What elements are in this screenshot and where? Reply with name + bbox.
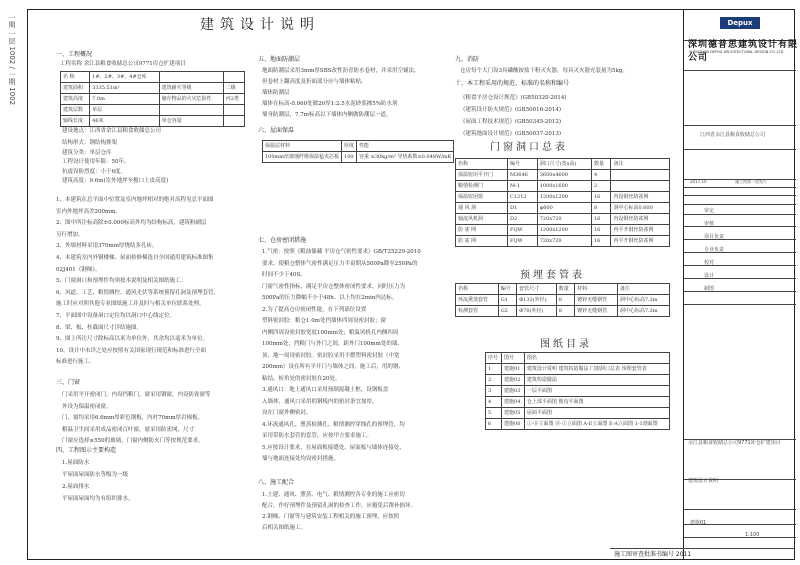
- table-cell: C1212: [508, 192, 538, 203]
- note-line: 配合，作好预埋件及预留孔洞的检查工作，应避免后凿补损坏。: [262, 503, 417, 509]
- table-row: [61, 94, 245, 105]
- note-line: 墙体在标高-0.060处做20厚1:2.5水泥砂浆掺5%防水剂: [262, 101, 398, 107]
- note-line: 室内外地坪高差200mm。: [56, 208, 121, 215]
- table-cell: [159, 72, 223, 83]
- drawing-list-caption: 图纸目录: [540, 339, 592, 350]
- table-cell: [159, 105, 223, 116]
- project-name: 工程名称 余江县粮食收储总公司9771库仓扩建项目: [60, 61, 186, 67]
- table-cell: 2: [486, 375, 502, 386]
- table-cell: D1: [508, 203, 538, 214]
- table-cell: 单层: [90, 105, 159, 116]
- table-row: [456, 236, 670, 247]
- table-cell: 4: [591, 170, 611, 181]
- table-cell: 720x720: [537, 214, 591, 225]
- table-cell: 16: [591, 225, 611, 236]
- note-line: 1.屋面防水: [62, 460, 90, 466]
- note-line: 10、设计中未详之处应按照有关国家现行规范和标准进行全面: [56, 347, 207, 354]
- table-cell: 图名: [524, 353, 669, 364]
- table-cell: 名称: [456, 159, 508, 170]
- table-cell: [223, 105, 244, 116]
- table-cell: 1#、2#、3#、4#仓库: [90, 72, 159, 83]
- note-line: 8、梁、板、柱截面尺寸详结施图。: [56, 324, 143, 331]
- table-cell: 数量: [591, 159, 611, 170]
- note-line: 1.气密：按照《粮油储藏 平房仓气密性要求》GB/T25229-2010: [262, 249, 421, 255]
- note-line: 地面防潮层采用3mm厚SBS改性沥青防水卷材，并采用空铺法，: [262, 68, 420, 74]
- note-line: 5、门窗洞口和预埋件均须按本说明及相关图纸施工。: [56, 278, 187, 285]
- table-cell: 厚度: [342, 141, 357, 152]
- code-line: 《建筑设计防火规范》(GB50016-2014): [460, 107, 562, 113]
- note-line: 2.屋面排水: [62, 484, 90, 490]
- note-line: 500Pa的压力降幅不小于48h。以上均在2min内达标。: [262, 295, 398, 301]
- table-cell: 材料: [575, 284, 618, 295]
- table-cell: 3600x4600: [537, 170, 591, 181]
- table-row: [486, 375, 670, 386]
- sleeve-table: [455, 283, 670, 317]
- table-cell: 5: [486, 408, 502, 419]
- table-cell: 图号: [502, 353, 525, 364]
- sec3-heading: 三、门窗: [56, 379, 81, 386]
- note-line: 3、外墙材料采用370mm厚烧结多孔砖。: [56, 243, 158, 250]
- table-cell: 建施02: [502, 375, 525, 386]
- table-cell: M-1: [508, 181, 538, 192]
- table-cell: 通 风 洞: [456, 203, 508, 214]
- table-cell: 3: [486, 386, 502, 397]
- note-line: 墙体防潮层: [262, 90, 290, 96]
- table-cell: 保温密闭平开门: [456, 170, 508, 181]
- table-row: [61, 116, 245, 127]
- detail-line: 结构形式：钢结构排架: [62, 140, 118, 146]
- note-line: 施工时应对照其他专业图纸施工并及时与相关单位联系处理。: [56, 301, 205, 308]
- table-cell: 100: [342, 152, 357, 163]
- table-header: [486, 353, 670, 364]
- table-cell: D2: [508, 214, 538, 225]
- firm-name-en: SHENZHEN DEPUX ARCHITECTURAL DESIGN CO.,LTD: [689, 50, 784, 54]
- note-line: 门采用平开密闭门，内设挡粮门，窗采用钢窗，内设防雀窗等: [62, 392, 211, 398]
- table-cell: 储存物品的火灾危险性: [159, 94, 223, 105]
- table-cell: 数量: [556, 284, 574, 295]
- note-line: 时间不少于40S。: [262, 272, 306, 278]
- table-cell: 洞中心标高7.2m: [617, 306, 669, 317]
- table-cell: [611, 181, 670, 192]
- table-cell: 建施06: [502, 419, 525, 430]
- table-cell: 内设钢丝防雀网: [611, 192, 670, 203]
- table-cell: 建施04: [502, 397, 525, 408]
- table-cell: 46米: [90, 116, 159, 127]
- table-cell: 名称: [456, 284, 499, 295]
- table-cell: 100mm厚玻璃纤维保温毡夹芯板: [263, 152, 342, 163]
- table-cell: 2: [591, 181, 611, 192]
- note-line: 门、窗均采用6.6mm厚彩色钢板，内衬70mm厚岩棉板。: [62, 415, 204, 421]
- table-cell: G2: [498, 306, 516, 317]
- table-cell: 套管尺寸: [517, 284, 557, 295]
- note-line: 200mm）设在所有平开门与墙体之间，施工后，用的钢、: [262, 364, 404, 370]
- approval-bar: 施工图审查批准书编号 2011: [610, 548, 795, 560]
- table-cell: 建筑面积: [61, 83, 90, 94]
- table-cell: 1: [486, 364, 502, 375]
- table-cell: 丙2类: [223, 94, 244, 105]
- table-cell: 仓上部平面图 檐沟平面图: [524, 397, 669, 408]
- sheet-name: 建筑设计说明: [688, 478, 719, 484]
- table-cell: 16: [591, 192, 611, 203]
- note-line: 3.通风口：地上通风口采用预制混凝土框，设钢板盖: [262, 387, 389, 393]
- sec10-heading: 十、本工程采用的规范、标准的名称和编号: [455, 80, 570, 87]
- sec1-heading: 一、工程概况: [56, 51, 93, 58]
- table-cell: Φ133(外径): [517, 295, 557, 306]
- table-cell: 备注: [611, 159, 670, 170]
- table-row: [486, 386, 670, 397]
- note-line: 平屋面屋面均为有组织排水。: [62, 496, 134, 502]
- role-label: 审定: [704, 208, 715, 214]
- table-row: [456, 170, 670, 181]
- table-cell: 建施05: [502, 408, 525, 419]
- note-line: 4、本建筑室内外钢楼梯、屋面检修梯选自全国通用建筑标准图集: [56, 255, 214, 261]
- note-line: 粮温卫生间采用成品密闭百叶窗，窗采用防雀网、尺寸: [62, 426, 195, 433]
- door-window-table: [455, 158, 670, 247]
- table-cell: 粮情检测门: [456, 181, 508, 192]
- note-line: 内侧四周设密封胶宽度100mm处；粮温风机孔内侧四周: [262, 329, 399, 336]
- sheet-title: 建筑设计说明: [200, 17, 320, 33]
- note-line: 标准进行施工。: [56, 359, 95, 366]
- note-line: 入墙体，通风口采用的钢板内的密封条宜加厚，: [262, 398, 378, 405]
- door-table-caption: 门窗洞口总表: [490, 142, 568, 153]
- table-header: [456, 159, 670, 170]
- table-cell: 建筑耐火等级: [159, 83, 223, 94]
- table-row: [456, 295, 670, 306]
- sec7-heading: 七、仓房密闭措施: [258, 237, 307, 244]
- table-row: [61, 72, 245, 83]
- table-cell: 保温层材料: [263, 141, 342, 152]
- sec4-heading: 四、工程图示主要构造: [56, 447, 117, 454]
- table-cell: 性能: [357, 141, 454, 152]
- table-cell: 轴流风机洞: [456, 214, 508, 225]
- note-line: 平屋面屋面防水等级为一级: [62, 472, 129, 478]
- table-header: [456, 284, 670, 295]
- site-text: 建设地点：江西省余江县粮食收储总公司: [62, 128, 162, 134]
- table-cell: 1200x1200: [537, 192, 591, 203]
- table-cell: 16: [591, 214, 611, 225]
- note-line: 采用带防水套管的套管，应按甲方要求施工。: [262, 433, 373, 439]
- note-line: 2、图中所注标高除±0.000标高外均为结构标高，建筑粉刷层: [56, 220, 207, 227]
- table-cell: ①-⑧立面图 ⑧-①立面图 A-E立面图 E-A立面图 1-1剖面图: [524, 419, 669, 430]
- table-cell: 内平开钢丝防雀网: [611, 236, 670, 247]
- note-line: 但卷材上翻高度及折面部分应与墙体粘贴，: [262, 79, 367, 85]
- table-cell: 1200x1200: [537, 225, 591, 236]
- role-label: 审核: [704, 221, 715, 227]
- binding-strip: 一期 一层 1002 / 一期 1002: [8, 14, 16, 106]
- sleeve-table-caption: 预埋套管表: [520, 270, 585, 281]
- table-cell: 建筑层数: [61, 105, 90, 116]
- firm-name: 深圳德普思建筑设计有限公司: [688, 40, 799, 63]
- table-row: [456, 214, 670, 225]
- note-line: 100mm处；挡粮门与外门之间，距外门100mm处的墙、: [262, 341, 403, 347]
- sheet-scale: 1:100: [745, 532, 760, 538]
- note-line: 4.环流通风孔、熏蒸检测孔、粮情测控穿线孔的预埋管，均: [262, 421, 405, 428]
- table-cell: 3335.51m²: [90, 83, 159, 94]
- table-cell: 防 雀 网: [456, 225, 508, 236]
- role-label: 制图: [704, 286, 715, 292]
- drawing-list-table: [485, 352, 670, 430]
- note-line: 5.应按设计要求，在屋面板接缝处、屋面板与墙体连接处、: [262, 444, 405, 451]
- detail-line: 抗震设防烈度：小于6度。: [62, 168, 127, 175]
- table-row: [61, 105, 245, 116]
- table-cell: φ600: [537, 203, 591, 214]
- table-cell: 洞中心标高7.2m: [617, 295, 669, 306]
- fire-text: 仓房每个大门设3具磷酸铵盐干粉灭火器，每具灭火器充装量为5kg。: [460, 68, 628, 74]
- table-cell: 建施01: [502, 364, 525, 375]
- note-line: 1.土建、通风、熏蒸、电气、粮情测控各专业的施工应密切: [262, 492, 405, 498]
- sec5-heading: 五、地面防潮层: [258, 56, 301, 63]
- note-line: 门窗应选择≥550的玻璃，门窗内侧防火门等按规范要求。: [62, 438, 204, 444]
- table-row: [456, 225, 670, 236]
- table-row: [486, 397, 670, 408]
- note-line: 6、风道、工艺、粮情测控、通风光伏等系统预留孔洞及预埋套管，: [56, 289, 220, 296]
- issue-date: 2017.10: [690, 179, 707, 184]
- firm-logo: Depux: [720, 17, 760, 29]
- note-line: 另行增加。: [56, 231, 84, 238]
- table-cell: 洞口尺寸(宽x高): [537, 159, 591, 170]
- table-header: [263, 141, 454, 152]
- detail-line: 建筑分类：单层仓库: [62, 149, 112, 156]
- role-label: 项目负责: [704, 234, 725, 240]
- note-line: 设在门窗外侧密封。: [262, 410, 312, 416]
- note-line: 粘结，转角处的密封胶在20处。: [262, 375, 341, 382]
- role-label: 设计: [704, 273, 715, 279]
- sec8-heading: 八、施工配合: [258, 479, 295, 486]
- table-row: [486, 419, 670, 430]
- table-cell: 备注: [617, 284, 669, 295]
- table-cell: 轴线长度: [61, 116, 90, 127]
- table-cell: 镀锌无缝钢管: [575, 295, 618, 306]
- overview-table: [60, 71, 245, 127]
- table-cell: 防 雀 网: [456, 236, 508, 247]
- code-line: 《建筑地面设计规范》(GB50037-2013): [460, 131, 562, 137]
- note-line: 要求，使粮仓整体气密性满足压力半衰期从500Pa降至250Pa的: [262, 260, 418, 267]
- table-cell: 16: [591, 236, 611, 247]
- table-row: [263, 152, 454, 163]
- code-line: 《屋面工程技术规范》(GB50345-2012): [460, 119, 562, 125]
- table-cell: 4: [486, 397, 502, 408]
- table-cell: [223, 72, 244, 83]
- table-cell: 保温密闭窗: [456, 192, 508, 203]
- code-line: 《粮食平房仓设计规范》(GB50320-2014): [460, 95, 567, 101]
- table-cell: 二级: [223, 83, 244, 94]
- note-line: 2.为了提高仓房密闭性能，在下列部位设置: [262, 306, 367, 313]
- table-cell: 8: [556, 306, 574, 317]
- table-row: [456, 181, 670, 192]
- table-cell: 名 称: [61, 72, 90, 83]
- table-cell: 一层平面图: [524, 386, 669, 397]
- table-cell: 720x720: [537, 236, 591, 247]
- table-cell: 单仓容量: [159, 116, 223, 127]
- note-line: 顶、地一周设密封胶。密封胶采用不燃塑料密封胶（中宽: [262, 352, 400, 359]
- note-line: 后相关图纸施工。: [262, 525, 307, 531]
- table-cell: FQW: [508, 225, 538, 236]
- note-line: 1、本建筑在总平面中位置及室内地坪相对的绝对高程见总平面图: [56, 197, 214, 203]
- table-cell: 内平开钢丝防雀网: [611, 225, 670, 236]
- table-cell: 检测套管: [456, 306, 499, 317]
- note-line: 塑料密封胶：粮仓1.0m处挡墙体四周设密封胶；窗: [262, 318, 386, 324]
- table-row: [456, 306, 670, 317]
- table-cell: 屋面平面图: [524, 408, 669, 419]
- table-cell: 8: [591, 203, 611, 214]
- issue-stage: 施工图第一次发行: [735, 179, 767, 184]
- sheet-number: 建施01: [690, 520, 707, 526]
- sec9-heading: 九、消防: [455, 56, 480, 63]
- table-cell: M3646: [508, 170, 538, 181]
- note-line: 02J401《钢梯》。: [56, 266, 101, 273]
- note-line: 2.钢梯、门窗等与建筑安装工程相关的施工预埋，应按照: [262, 514, 400, 520]
- note-line: 墙与地面连接处均设密封措施。: [262, 456, 340, 462]
- table-cell: [611, 170, 670, 181]
- table-cell: 建筑构造做法: [524, 375, 669, 386]
- note-line: 墙身防潮层，7.7m标高以下墙体内侧做防潮层一道。: [262, 112, 392, 118]
- role-label: 专业负责: [704, 247, 725, 253]
- table-row: [486, 408, 670, 419]
- sec6-heading: 六、屋面保温: [258, 127, 295, 134]
- table-cell: 内设钢丝防雀网: [611, 214, 670, 225]
- client-name: 江西省余江县粮食收储总公司: [700, 132, 766, 138]
- table-cell: 6: [486, 419, 502, 430]
- project-title: 余江县粮食收储总公司9771库仓扩建项目: [688, 440, 781, 446]
- table-row: [486, 364, 670, 375]
- detail-line: 工程设计使用年限：50年。: [62, 159, 130, 165]
- table-cell: 1000x1600: [537, 181, 591, 192]
- table-cell: 8: [556, 295, 574, 306]
- table-cell: 7.0m: [90, 94, 159, 105]
- table-cell: 建筑设计说明 建筑构造做法 门窗洞口总表 预埋套管表: [524, 364, 669, 375]
- table-cell: 建筑高度: [61, 94, 90, 105]
- table-cell: Φ70(外径): [517, 306, 557, 317]
- table-cell: 环流熏蒸套管: [456, 295, 499, 306]
- note-line: 门窗气密性指标，满足平房仓整体密闭性要求，同时压力为: [262, 283, 406, 290]
- table-cell: 容重 ≥30kg/m³ 导热系数≤0.048W/mK: [357, 152, 454, 163]
- role-label: 校对: [704, 260, 715, 266]
- table-cell: 建施03: [502, 386, 525, 397]
- table-cell: FQW: [508, 236, 538, 247]
- note-line: 9、图上所注尺寸除标高以米为单位外，其余均以毫米为单位。: [56, 336, 209, 343]
- note-line: 外设为保温密闭窗。: [62, 403, 112, 410]
- table-cell: 镀锌无缝钢管: [575, 306, 618, 317]
- note-line: 7、平面图中设备洞口定位均以洞口中心线定位。: [56, 313, 176, 319]
- table-row: [456, 192, 670, 203]
- table-cell: 序号: [486, 353, 502, 364]
- table-row: [456, 203, 670, 214]
- table-cell: 洞中心标高0.600: [611, 203, 670, 214]
- detail-line: 建筑高度：9.6m(室外地坪至檐口上皮高度): [62, 178, 169, 184]
- table-cell: [223, 116, 244, 127]
- table-row: [61, 83, 245, 94]
- insulation-table: [262, 140, 454, 163]
- table-cell: G1: [498, 295, 516, 306]
- table-cell: 编号: [508, 159, 538, 170]
- table-cell: 编号: [498, 284, 516, 295]
